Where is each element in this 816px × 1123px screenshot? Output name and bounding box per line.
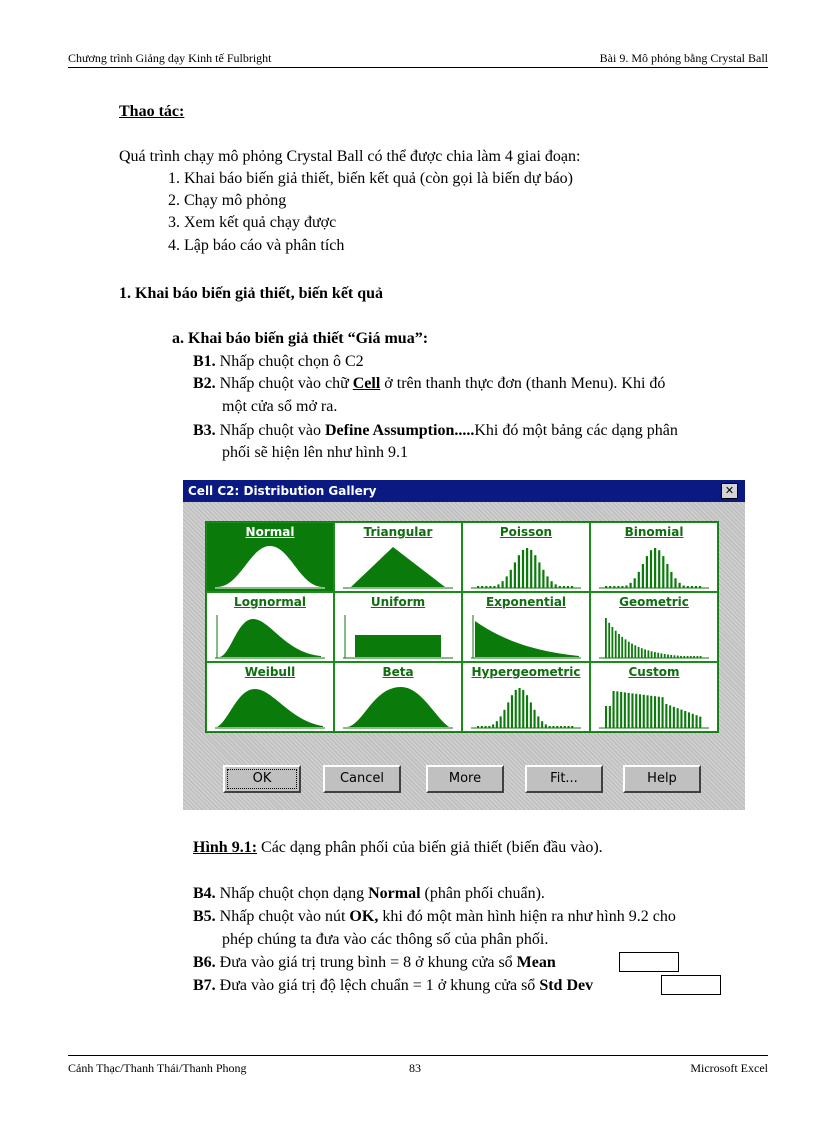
- step-text: Nhấp chuột chọn ô C2: [215, 353, 364, 370]
- fit-button[interactable]: Fit...: [525, 765, 603, 793]
- histogram-bar: [657, 653, 659, 658]
- histogram-bar: [696, 715, 698, 728]
- histogram-bar: [624, 692, 626, 728]
- histogram-bar: [612, 627, 614, 658]
- histogram-bar: [497, 584, 499, 588]
- histogram-bar: [664, 654, 666, 658]
- histogram-bar: [644, 649, 646, 658]
- histogram-bar: [674, 578, 676, 588]
- step-text: khi đó một màn hình hiện ra như hình 9.2 cho: [378, 908, 676, 925]
- histogram-bar: [646, 556, 648, 588]
- footer-rule: [68, 1055, 768, 1056]
- dist-label: Beta: [382, 665, 414, 679]
- ok-button[interactable]: OK: [223, 765, 301, 793]
- dist-hypergeometric[interactable]: [462, 662, 590, 732]
- histogram-bar: [628, 693, 630, 728]
- histogram-bar: [492, 724, 494, 728]
- histogram-bar: [502, 581, 504, 588]
- beta-curve-icon: [343, 681, 453, 729]
- histogram-bar: [519, 688, 521, 728]
- caption-label: Hình 9.1:: [193, 839, 258, 856]
- histogram-bar: [635, 694, 637, 728]
- histogram-bar: [679, 583, 681, 588]
- std-dev-input-box: [661, 975, 721, 995]
- header-left: Chương trình Giảng dạy Kinh tế Fulbright: [68, 51, 272, 65]
- histogram-bar: [654, 696, 656, 728]
- histogram-bar: [662, 556, 664, 588]
- stage-item: 4. Lập báo cáo và phân tích: [168, 237, 345, 254]
- step-label: B2.: [193, 375, 216, 392]
- histogram-bar: [673, 707, 675, 728]
- histogram-bar: [647, 695, 649, 728]
- step-b7: [193, 976, 593, 996]
- histogram-bar: [555, 584, 557, 588]
- dist-custom[interactable]: [590, 662, 718, 732]
- histogram-bar: [643, 695, 645, 728]
- exponential-curve-icon: [471, 611, 581, 659]
- histogram-bar: [526, 695, 528, 728]
- histogram-bar: [667, 655, 669, 659]
- step-text: Nhấp chuột vào: [215, 422, 325, 439]
- dist-label: Triangular: [363, 525, 433, 539]
- distribution-grid: [205, 521, 719, 733]
- dist-lognormal[interactable]: [206, 592, 334, 662]
- more-button[interactable]: More: [426, 765, 504, 793]
- triangular-curve-icon: [343, 541, 453, 589]
- histogram-bar: [638, 572, 640, 588]
- histogram-bar: [654, 548, 656, 588]
- histogram-bar: [650, 696, 652, 728]
- histogram-bar: [530, 702, 532, 728]
- step-text: Đưa vào giá trị độ lệch chuẩn = 1 ở khung cửa sổ: [215, 977, 540, 994]
- dist-label: Normal: [245, 525, 295, 539]
- cancel-button[interactable]: Cancel: [323, 765, 401, 793]
- histogram-bar: [534, 555, 536, 588]
- step-text: Nhấp chuột vào chữ: [215, 375, 353, 392]
- dist-geometric[interactable]: [590, 592, 718, 662]
- dist-weibull[interactable]: [206, 662, 334, 732]
- histogram-bar: [551, 581, 553, 588]
- page-number: 83: [409, 1061, 421, 1075]
- histogram-bar: [541, 721, 543, 728]
- uniform-shape-icon: [343, 611, 453, 659]
- dialog-title: Cell C2: Distribution Gallery: [188, 484, 377, 498]
- histogram-bar: [506, 576, 508, 588]
- histogram-bar: [608, 623, 610, 658]
- figure-caption: [193, 838, 603, 858]
- histogram-bar: [638, 647, 640, 658]
- histogram-bar: [507, 702, 509, 728]
- dist-label: Exponential: [485, 595, 567, 609]
- intro-paragraph: Quá trình chạy mô phỏng Crystal Ball có thể được chia làm 4 giai đoạn:: [119, 148, 581, 165]
- mean-input-box: [619, 952, 679, 972]
- weibull-curve-icon: [215, 681, 325, 729]
- histogram-bar: [684, 711, 686, 728]
- histogram-bar: [514, 562, 516, 588]
- histogram-bar: [621, 637, 623, 658]
- histogram-bar: [677, 708, 679, 728]
- histogram-bar: [669, 705, 671, 728]
- step-b6: [193, 953, 556, 973]
- histogram-bar: [530, 550, 532, 588]
- heading-1: 1. Khai báo biến giả thiết, biến kết quả: [119, 285, 384, 302]
- dist-label: Poisson: [499, 525, 553, 539]
- histogram-bar: [631, 693, 633, 728]
- header-rule: [68, 67, 768, 68]
- histogram-bar: [618, 634, 620, 658]
- dist-label: Weibull: [244, 665, 296, 679]
- histogram-bar: [634, 578, 636, 588]
- dist-binomial[interactable]: [590, 522, 718, 592]
- histogram-bar: [496, 721, 498, 728]
- dist-exponential[interactable]: [462, 592, 590, 662]
- histogram-bar: [526, 548, 528, 588]
- dist-poisson[interactable]: [462, 522, 590, 592]
- histogram-bar: [650, 550, 652, 588]
- histogram-bar: [631, 644, 633, 658]
- distribution-gallery-dialog: [183, 480, 745, 810]
- histogram-bar: [537, 716, 539, 728]
- binomial-bars-icon: [599, 541, 709, 589]
- histogram-bar: [534, 710, 536, 728]
- histogram-bar: [692, 714, 694, 728]
- step-text: ở trên thanh thực đơn (thanh Menu). Khi đó: [380, 375, 666, 392]
- step-label: B1.: [193, 353, 216, 370]
- histogram-bar: [625, 639, 627, 658]
- step-text: (phân phối chuẩn).: [420, 885, 545, 902]
- close-icon[interactable]: ✕: [721, 483, 738, 499]
- step-label: B3.: [193, 422, 216, 439]
- step-text: Nhấp chuột chọn dạng: [215, 885, 369, 902]
- poisson-bars-icon: [471, 541, 581, 589]
- ok-word: OK,: [349, 908, 379, 925]
- dialog-titlebar: [183, 480, 745, 502]
- subheading-a: a. Khai báo biến giả thiết “Giá mua”:: [172, 330, 429, 347]
- histogram-bar: [680, 710, 682, 728]
- histogram-bar: [510, 570, 512, 588]
- stage-item: 3. Xem kết quả chạy được: [168, 214, 337, 231]
- histogram-bar: [605, 706, 607, 728]
- histogram-bar: [605, 618, 607, 658]
- section-title: Thao tác:: [119, 103, 185, 120]
- dist-label: Hypergeometric: [471, 665, 581, 679]
- histogram-bar: [609, 706, 611, 728]
- histogram-bar: [688, 712, 690, 728]
- dist-label: Custom: [628, 665, 680, 679]
- geometric-bars-icon: [599, 611, 709, 659]
- step-b1: [193, 352, 364, 372]
- header-right: Bài 9. Mô phỏng bằng Crystal Ball: [599, 51, 768, 65]
- histogram-bar: [699, 717, 701, 728]
- histogram-bar: [662, 697, 664, 728]
- histogram-bar: [613, 691, 615, 728]
- caption-text: Các dạng phân phối của biến giả thiết (biến đầu vào).: [257, 839, 603, 856]
- dist-label: Binomial: [624, 525, 684, 539]
- histogram-bar: [661, 653, 663, 658]
- step-label: B6.: [193, 954, 216, 971]
- normal-curve-icon: [215, 541, 325, 589]
- step-text: Nhấp chuột vào nút: [215, 908, 350, 925]
- mean-word: Mean: [516, 954, 556, 971]
- histogram-bar: [522, 690, 524, 728]
- define-assumption-text: Define Assumption.....: [324, 422, 475, 439]
- step-text: Khi đó một bảng các dạng phân: [474, 422, 678, 439]
- histogram-bar: [639, 694, 641, 728]
- histogram-bar: [665, 704, 667, 728]
- dist-label: Geometric: [619, 595, 689, 609]
- histogram-bar: [648, 650, 650, 658]
- dist-triangular[interactable]: [334, 522, 462, 592]
- histogram-bar: [642, 564, 644, 588]
- histogram-bar: [522, 550, 524, 588]
- histogram-bar: [670, 572, 672, 588]
- histogram-bar: [511, 695, 513, 728]
- std-dev-word: Std Dev: [539, 977, 594, 994]
- step-label: B7.: [193, 977, 216, 994]
- step-b5-cont: phép chúng ta đưa vào các thông số của phân phối.: [222, 931, 549, 948]
- stage-item: 2. Chạy mô phỏng: [168, 192, 287, 209]
- histogram-bar: [666, 564, 668, 588]
- histogram-bar: [515, 690, 517, 728]
- dist-beta[interactable]: [334, 662, 462, 732]
- histogram-bar: [542, 570, 544, 588]
- histogram-bar: [634, 645, 636, 658]
- histogram-bar: [546, 576, 548, 588]
- step-b5: [193, 907, 676, 927]
- histogram-bar: [628, 642, 630, 658]
- dist-uniform[interactable]: [334, 592, 462, 662]
- histogram-bar: [538, 562, 540, 588]
- histogram-bar: [641, 648, 643, 658]
- step-label: B4.: [193, 885, 216, 902]
- dist-label: Uniform: [370, 595, 426, 609]
- histogram-bar: [500, 716, 502, 728]
- step-label: B5.: [193, 908, 216, 925]
- step-text: Đưa vào giá trị trung bình = 8 ở khung cửa sổ: [215, 954, 517, 971]
- histogram-bar: [658, 697, 660, 728]
- histogram-bar: [658, 550, 660, 588]
- step-b3: [193, 421, 678, 441]
- dist-normal[interactable]: [206, 522, 334, 592]
- footer-right: Microsoft Excel: [690, 1061, 768, 1075]
- histogram-bar: [616, 691, 618, 728]
- footer-left: Cảnh Thạc/Thanh Thái/Thanh Phong: [68, 1061, 247, 1075]
- custom-bars-icon: [599, 681, 709, 729]
- histogram-bar: [518, 555, 520, 588]
- step-b2: [193, 374, 665, 394]
- normal-word: Normal: [368, 885, 421, 902]
- histogram-bar: [654, 652, 656, 658]
- histogram-bar: [615, 631, 617, 658]
- step-b3-cont: phối sẽ hiện lên như hình 9.1: [222, 444, 408, 461]
- step-b4: [193, 884, 545, 904]
- histogram-bar: [545, 724, 547, 728]
- step-b2-cont: một cửa sổ mở ra.: [222, 398, 338, 415]
- histogram-bar: [503, 710, 505, 728]
- stage-item: 1. Khai báo biến giả thiết, biến kết quả (còn gọi là biến dự báo): [168, 170, 573, 187]
- help-button[interactable]: Help: [623, 765, 701, 793]
- dist-label: Lognormal: [234, 595, 306, 609]
- histogram-bar: [620, 692, 622, 728]
- histogram-bar: [630, 583, 632, 588]
- cell-menu-word: Cell: [352, 375, 381, 392]
- hypergeometric-bars-icon: [471, 681, 581, 729]
- histogram-bar: [651, 651, 653, 658]
- lognormal-curve-icon: [215, 611, 325, 659]
